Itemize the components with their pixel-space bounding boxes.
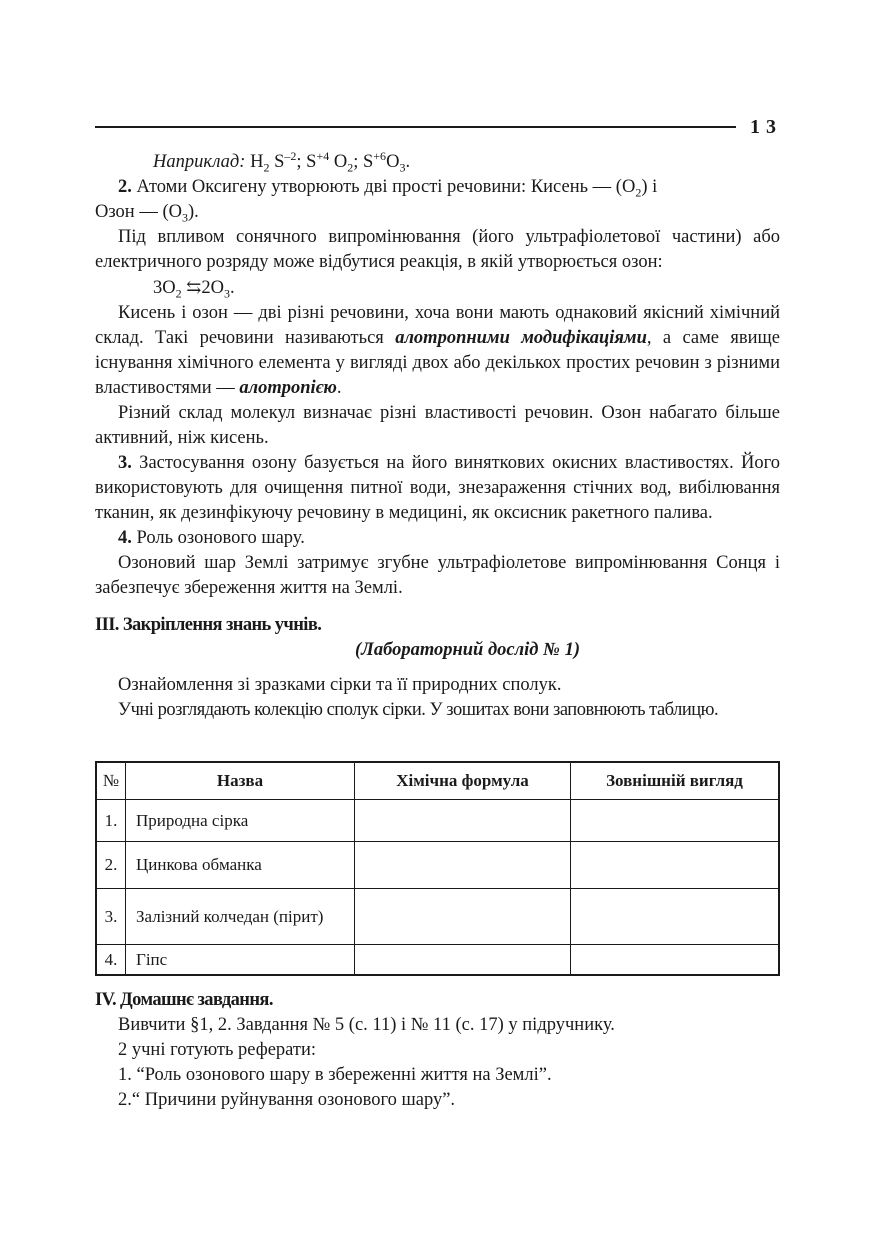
column-header-name: Назва — [126, 762, 355, 800]
homework-line-1: Вивчити §1, 2. Завдання № 5 (с. 11) і № 11 (с. 17) у підручнику. — [118, 1015, 615, 1035]
term-allotropic-modifications: алотропними модифікаціями — [395, 328, 647, 348]
section-3-title: ІІІ. Закріплення знань учнів. — [95, 615, 322, 635]
row-appearance-cell — [571, 945, 780, 976]
homework-line-2: 2 учні готують реферати: — [118, 1040, 317, 1060]
sulfur-compounds-table — [95, 761, 780, 976]
row-number: 2. — [96, 842, 126, 889]
column-header-appearance: Зовнішній вигляд — [571, 762, 780, 800]
row-formula-cell — [355, 842, 571, 889]
row-number: 1. — [96, 800, 126, 842]
header-rule — [95, 126, 736, 128]
equilibrium-arrow-icon: ⇆ — [186, 277, 202, 297]
row-formula-cell — [355, 889, 571, 945]
example-label: Наприклад: — [153, 152, 246, 172]
paragraph-definition: Кисень і озон — дві різні речовини, хоча вони мають однаковий якісний хімічний склад. Такі речовини називаються алотропними модифікаціями, а саме явище існування хімічного елемента у вигляді двох або декількох простих речовин з різними властивостями — алотропією. — [95, 303, 780, 398]
row-name: Природна сірка — [126, 800, 355, 842]
lab-line-2: Учні розглядають колекцію сполук сірки. У зошитах вони заповнюють таблицю. — [118, 700, 719, 720]
paragraph-text: , а саме явище існування хімічного елемента у вигляді двох або декількох простих речовин з різними властивостями — — [95, 328, 780, 398]
term-allotropy: алотропією — [239, 378, 337, 398]
table-row — [96, 945, 779, 976]
paragraph-ozone-layer: Озоновий шар Землі затримує згубне ультрафіолетове випромінювання Сонця і забезпечує збереження життя на Землі. — [95, 553, 780, 598]
paragraph-allotropes: 2. Атоми Оксигену утворюють дві прості речовини: Кисень — $(O_2)$ і — [118, 177, 658, 200]
row-appearance-cell — [571, 889, 780, 945]
point-number: 2. — [118, 177, 132, 197]
paragraph-text: Атоми Оксигену утворюють дві прості речовини: Кисень — (O — [136, 177, 636, 197]
paragraph-text: Кисень і озон — дві різні речовини, хоча вони мають однаковий якісний хімічний склад. Такі речовини називаються — [95, 303, 780, 348]
paragraph-applications — [95, 451, 780, 526]
row-appearance-cell — [571, 800, 780, 842]
paragraph-ozone-line: Озон — $(O_3)$. — [95, 202, 199, 225]
section-4-title: IV. Домашнє завдання. — [95, 990, 273, 1010]
table-row — [96, 800, 779, 842]
point-number: 3. — [118, 453, 132, 473]
row-number: 4. — [96, 945, 126, 976]
table-row — [96, 889, 779, 945]
homework-line-4: 2.“ Причини руйнування озонового шару”. — [118, 1090, 456, 1110]
main-text — [95, 150, 780, 723]
lab-experiment-title: (Лабораторний дослід № 1) — [355, 640, 580, 660]
reaction-equation: $3O_2$ $⇆2O_3$. — [153, 277, 235, 301]
point-number: 4. — [118, 528, 132, 548]
paragraph-properties: Різний склад молекул визначає різні властивості речовин. Озон набагато більше активний, ніж кисень. — [95, 403, 780, 448]
page-number: 13 — [750, 116, 782, 138]
paragraph-text: Озон — (O — [95, 202, 182, 222]
paragraph-ozone-layer-heading — [95, 526, 780, 551]
paragraph-text: Роль озонового шару. — [136, 528, 305, 548]
row-name: Цинкова обманка — [126, 842, 355, 889]
row-appearance-cell — [571, 842, 780, 889]
paragraph-uv: Під впливом сонячного випромінювання (його ультрафіолетової частини) або електричного розряду може відбутися реакція, в якій утворюється озон: — [95, 227, 780, 272]
oxidation-example: Наприклад: $H_2$ $S^{-2}$; $S^{+4}$ $O_2$; $S^{+6}O_3$. — [153, 148, 411, 175]
row-name: Залізний колчедан (пірит) — [126, 889, 355, 945]
row-name: Гіпс — [126, 945, 355, 976]
row-formula-cell — [355, 800, 571, 842]
lab-line-1: Ознайомлення зі зразками сірки та її природних сполук. — [118, 675, 562, 695]
homework-section — [95, 988, 780, 1113]
row-number: 3. — [96, 889, 126, 945]
homework-line-3: 1. “Роль озонового шару в збереженні життя на Землі”. — [118, 1065, 552, 1085]
table-header-row — [96, 762, 779, 800]
row-formula-cell — [355, 945, 571, 976]
column-header-number: № — [96, 762, 126, 800]
column-header-formula: Хімічна формула — [355, 762, 571, 800]
table-row — [96, 842, 779, 889]
paragraph-text: Застосування озону базується на його виняткових окисних властивостях. Його використовують для очищення питної води, знезараження стічних вод, вибілювання тканин, як дезинфікуючу речовину в медицині, як оксисник ракетного палива. — [95, 453, 781, 523]
